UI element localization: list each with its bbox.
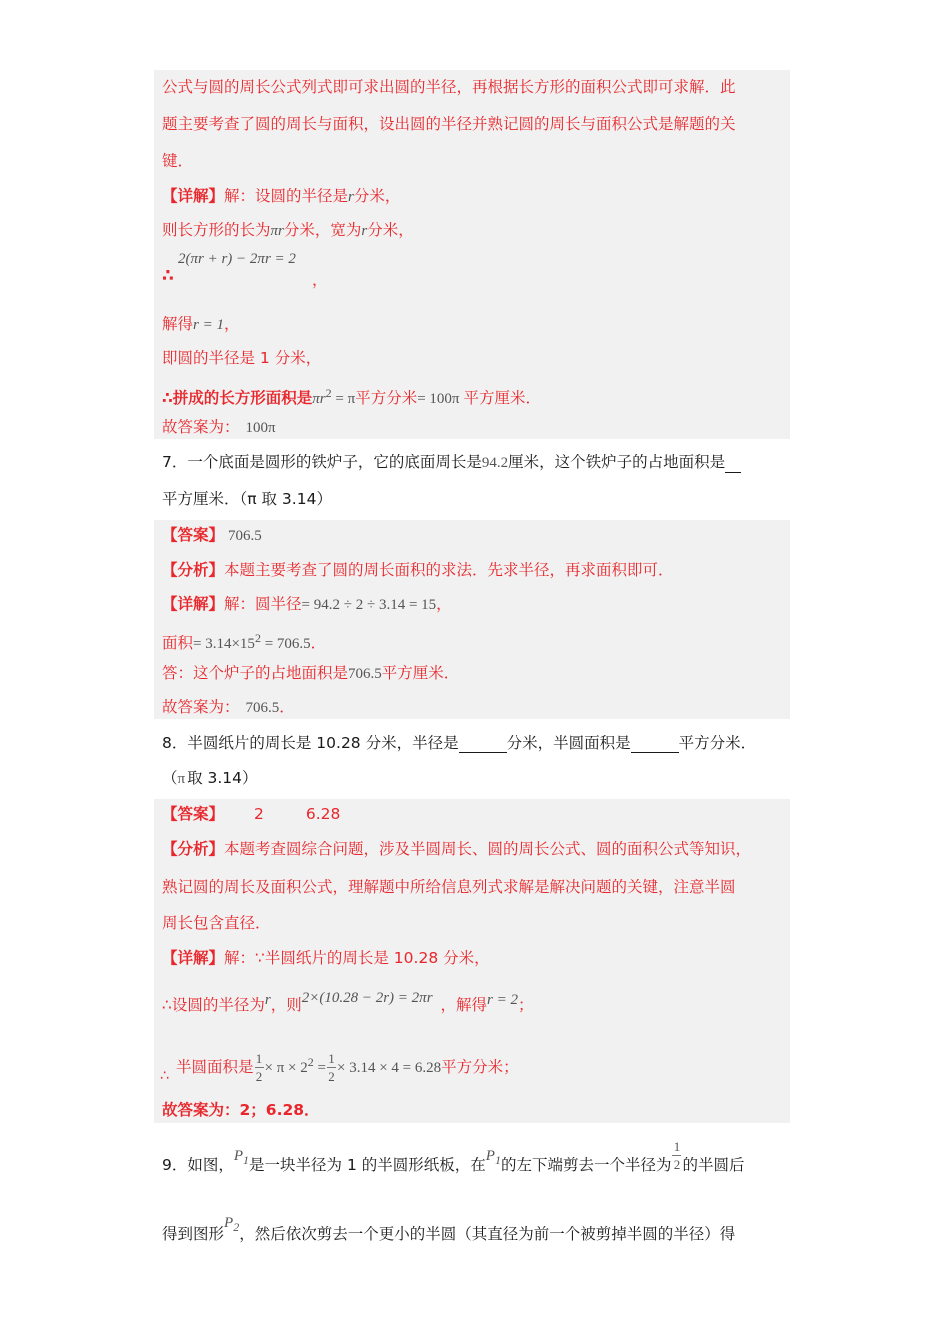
q8-math: r = 2	[487, 992, 519, 1008]
q6-text: 分米，宽为	[283, 221, 362, 239]
frac-bar	[255, 1067, 264, 1068]
q9-text: 的半圆后	[682, 1156, 745, 1174]
q6-text: 故答案为：	[162, 418, 240, 436]
q7-analysis-tag: 【分析】	[162, 561, 225, 579]
q8-text: 8．半圆纸片的周长是 10.28 分米，半径是	[162, 734, 459, 752]
q7-detail-line1	[162, 594, 452, 615]
q7-text: ．	[310, 634, 327, 653]
q8-answer-1: 2	[254, 805, 264, 823]
q6-analysis-line2: 题主要考查了圆的周长与面积，设出圆的半径并熟记圆的周长与面积公式是解题的关	[162, 115, 736, 133]
q8-answer-tag: 【答案】	[162, 805, 225, 823]
q6-detail-tag: 【详解】	[162, 187, 225, 205]
q8-math: r	[264, 992, 271, 1008]
q8-analysis-tag: 【分析】	[162, 840, 225, 858]
q6-text: 分米，	[367, 221, 414, 239]
q8-analysis-line2: 熟记圆的周长及面积公式，理解题中所给信息列式求解是解决问题的关键，注意半圆	[162, 878, 736, 896]
q8-detail-line3	[176, 1046, 519, 1084]
q9-math-p1	[233, 1148, 250, 1167]
q9-stem-line2	[162, 1215, 736, 1249]
q8-math: × 3.14 × 4 = 6.28	[336, 1060, 442, 1077]
q6-answer-line	[162, 417, 276, 438]
q6-equation: 2(πr + r) − 2πr = 2	[178, 251, 296, 267]
q8-blank-radius	[459, 738, 507, 753]
q7-math: 706.5	[228, 528, 262, 544]
frac-denominator: 2	[673, 1157, 681, 1172]
q8-text: ，解得	[440, 996, 488, 1014]
q6-text: ∴拼成的长方形面积是	[162, 389, 313, 408]
q7-text: 7．一个底面是圆形的铁炉子，它的底面周长是	[162, 453, 482, 471]
q6-detail-line4	[162, 314, 240, 335]
q7-stem-line1	[162, 452, 741, 473]
q9-stem-line1	[162, 1139, 745, 1181]
q7-math: 94.2	[481, 455, 509, 471]
q6-therefore-symbol: ∴	[162, 266, 174, 286]
q8-fraction-half	[255, 1052, 264, 1083]
frac-denominator: 2	[255, 1069, 263, 1085]
q8-analysis-line3: 周长包含直径．	[162, 914, 271, 932]
q8-final-answer: 故答案为：2；6.28．	[162, 1101, 320, 1119]
q7-analysis-line	[162, 560, 674, 580]
q8-math: 2×(10.28 − 2r) = 2πr	[301, 990, 433, 1006]
q8-text: ∴设圆的半径为	[162, 996, 265, 1014]
q7-solution-panel	[154, 520, 790, 719]
q6-math: πr	[312, 391, 326, 408]
q8-fraction-half	[327, 1052, 336, 1083]
q7-text: 答：这个炉子的占地面积是	[162, 664, 349, 682]
q8-stem-line1	[162, 733, 756, 753]
q6-math: 2	[325, 386, 332, 400]
q8-text: ，则	[270, 996, 302, 1014]
q7-math: 706.5	[245, 700, 280, 716]
p-letter: P	[224, 1215, 234, 1231]
q6-detail-line2	[162, 220, 414, 241]
q6-detail-line6	[162, 383, 541, 409]
q6-math: r = 1	[193, 317, 224, 333]
q8-blank-area	[631, 738, 679, 753]
q7-text: 解：圆半径	[224, 595, 302, 613]
frac-denominator: 2	[328, 1069, 335, 1085]
q7-text: 面积	[162, 634, 194, 653]
q7-text: 故答案为：	[162, 698, 240, 716]
q7-text: 厘米，这个铁炉子的占地面积是	[508, 453, 726, 471]
frac-numerator: 1	[328, 1051, 335, 1067]
q8-therefore-symbol: ∴	[160, 1068, 169, 1084]
q6-math: 100π	[245, 420, 276, 436]
q8-detail-line2	[162, 990, 534, 1016]
p-letter: P	[233, 1148, 244, 1164]
q8-analysis-line1	[162, 839, 751, 859]
q7-detail-tag: 【详解】	[162, 595, 225, 613]
q8-text: 本题考查圆综合问题，涉及半圆周长、圆的周长公式、圆的面积公式等知识，	[224, 840, 752, 858]
p-subscript: 1	[494, 1153, 501, 1167]
q9-text: 9．如图，	[162, 1156, 234, 1174]
q7-math: = 3.14×15	[193, 636, 255, 653]
q6-text: 则长方形的长为	[162, 221, 271, 239]
q6-text: 分米，	[353, 187, 401, 205]
q7-math: = 706.5	[260, 636, 311, 653]
q7-answer-line	[162, 525, 262, 546]
q6-math: πr	[270, 223, 284, 239]
q6-text: 平方厘米．	[463, 389, 542, 408]
p-subscript: 1	[243, 1153, 250, 1167]
q8-math: π	[177, 771, 186, 787]
q8-answer-2: 6.28	[305, 805, 341, 823]
q6-text: 平方分米	[355, 389, 418, 408]
q6-detail-line5: 即圆的半径是 1 分米，	[162, 349, 322, 367]
q7-text: 本题主要考查了圆的周长面积的求法．先求半径，再求面积即可．	[224, 561, 674, 579]
q6-text: ，	[223, 315, 240, 333]
q7-math: 706.5	[348, 666, 382, 682]
q7-text: ．	[279, 698, 295, 716]
q8-stem-line2	[162, 768, 258, 789]
q7-stem-line2: 平方厘米．（π 取 3.14）	[162, 490, 332, 508]
q8-detail-tag: 【详解】	[162, 949, 225, 967]
q7-detail-line2	[162, 628, 326, 654]
q9-text: 的左下端剪去一个半径为	[500, 1156, 672, 1174]
q6-math: r	[348, 189, 354, 205]
q8-text: 半圆面积是	[176, 1058, 254, 1077]
p-letter: P	[485, 1148, 495, 1164]
q6-math: = 100π	[417, 391, 460, 408]
q6-analysis-line3: 键．	[162, 152, 194, 170]
q7-text: ，	[436, 595, 452, 613]
q6-math: r	[361, 223, 368, 239]
q9-math-p1	[485, 1148, 501, 1167]
frac-bar	[672, 1155, 681, 1156]
q7-final-answer	[162, 697, 295, 718]
q9-math-p2	[224, 1215, 240, 1234]
q6-detail-line1	[162, 186, 400, 207]
q9-fraction-half	[672, 1140, 681, 1171]
q6-text: 解：设圆的半径是	[224, 187, 349, 205]
q8-text: ；	[518, 996, 534, 1014]
q7-detail-line3	[162, 663, 459, 684]
q8-math: =	[313, 1060, 326, 1077]
q8-text: 平方分米．	[678, 734, 757, 752]
q8-text: （	[162, 769, 178, 787]
frac-bar	[327, 1067, 336, 1068]
q8-math: × π × 2	[264, 1060, 308, 1077]
q8-math: 2	[307, 1055, 314, 1069]
q6-comma: ，	[312, 271, 328, 289]
q8-detail-line1	[162, 948, 490, 968]
q6-text: 解得	[162, 315, 194, 333]
q7-answer-blank	[725, 458, 741, 473]
q9-text: ，然后依次剪去一个更小的半圆（其直径为前一个被剪掉半圆的半径）得	[239, 1225, 736, 1243]
q6-analysis-line1: 公式与圆的周长公式列式即可求出圆的半径，再根据长方形的面积公式即可求解．此	[162, 78, 736, 96]
q9-text: 是一块半径为 1 的半圆形纸板，在	[249, 1156, 486, 1174]
frac-numerator: 1	[673, 1139, 681, 1154]
p-subscript: 2	[233, 1220, 240, 1234]
q7-answer-tag: 【答案】	[162, 526, 225, 544]
q8-text: 取 3.14）	[187, 769, 258, 787]
q8-text: 分米，半圆面积是	[506, 734, 631, 752]
q9-text: 得到图形	[162, 1225, 225, 1243]
q7-math: = 94.2 ÷ 2 ÷ 3.14 = 15	[301, 597, 437, 613]
q8-answer-line	[162, 804, 340, 824]
q8-text: 平方分米；	[441, 1058, 519, 1077]
frac-numerator: 1	[255, 1051, 263, 1067]
q8-text: 解：∵半圆纸片的周长是 10.28 分米，	[224, 949, 490, 967]
q6-math: = π	[331, 391, 356, 408]
q7-text: 平方厘米．	[381, 664, 460, 682]
q7-math: 2	[254, 631, 261, 645]
